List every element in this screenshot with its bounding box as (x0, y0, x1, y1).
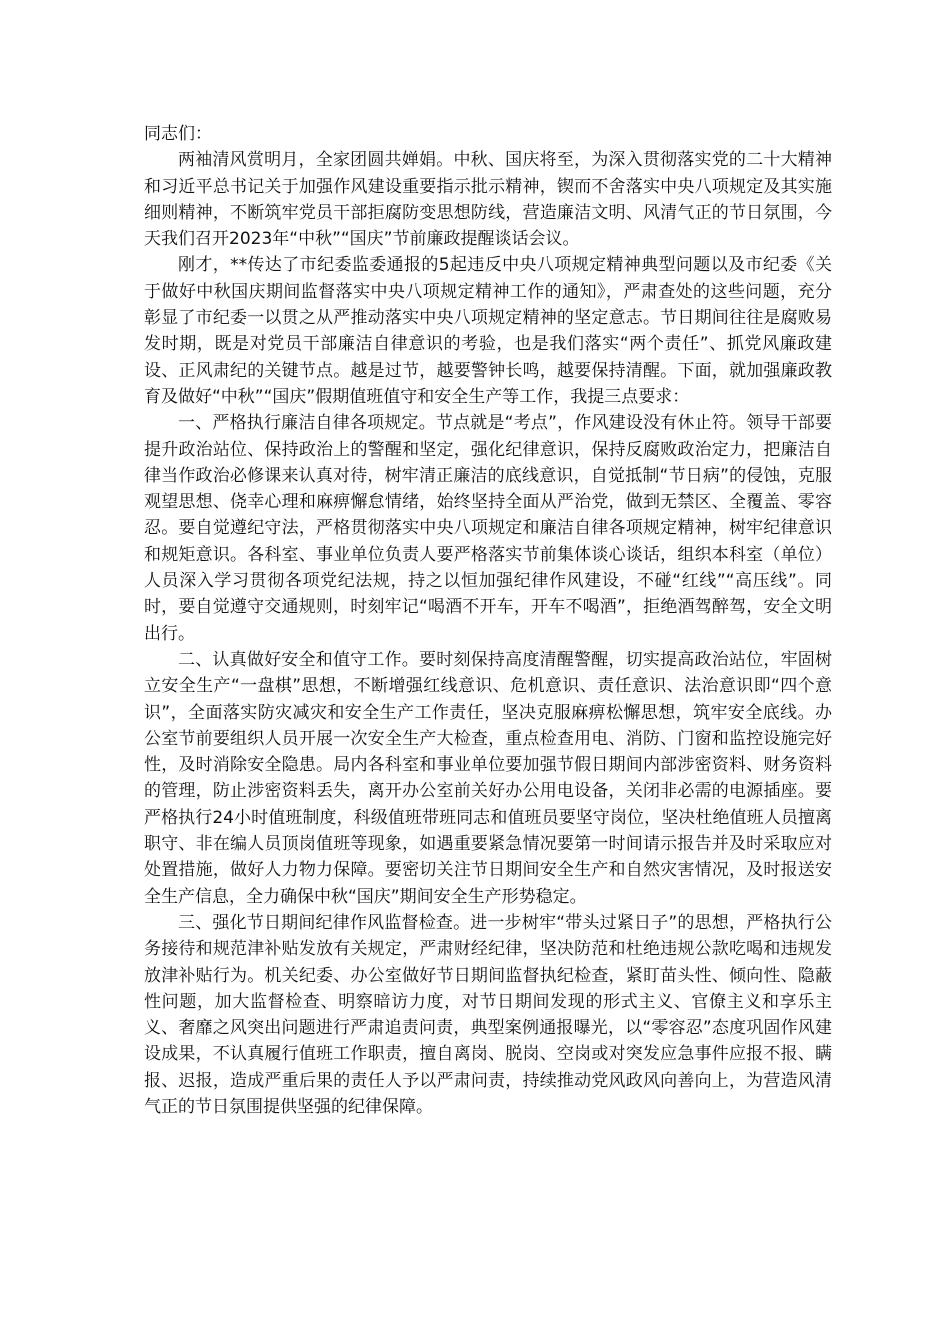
paragraph-requirement-3: 三、强化节日期间纪律作风监督检查。进一步树牢“带头过紧日子”的思想，严格执行公务接待和规范津补贴发放有关规定，严肃财经纪律，坚决防范和杜绝违规公款吃喝和违规发放津补贴行为。机关纪委、办公室做好节日期间监督执纪检查，紧盯苗头性、倾向性、隐蔽性问题，加大监督检查、明察暗访力度，对节日期间发现的形式主义、官僚主义和享乐主义、奢靡之风突出问题进行严肃追责问责，典型案例通报曝光，以“零容忍”态度巩固作风建设成果，不认真履行值班工作职责，擅自离岗、脱岗、空岗或对突发应急事件应报不报、瞒报、迟报，造成严重后果的责任人予以严肃问责，持续推动党风政风向善向上，为营造风清气正的节日氛围提供坚强的纪律保障。 (144, 912, 832, 1117)
paragraph-requirement-1: 一、严格执行廉洁自律各项规定。节点就是“考点”，作风建设没有休止符。领导干部要提升政治站位、保持政治上的警醒和坚定，强化纪律意识，保持反腐败政治定力，把廉洁自律当作政治必修课来认真对待，树牢清正廉洁的底线意识，自觉抵制“节日病”的侵蚀，克服观望思想、侥幸心理和麻痹懈怠情绪，始终坚持全面从严治党，做到无禁区、全覆盖、零容忍。要自觉遵纪守法，严格贯彻落实中央八项规定和廉洁自律各项规定精神，树牢纪律意识和规矩意识。各科室、事业单位负责人要严格落实节前集体谈心谈话，组织本科室（单位）人员深入学习贯彻各项党纪法规，持之以恒加强纪律作风建设，不碰“红线”“高压线”。同时，要自觉遵守交通规则，时刻牢记“喝酒不开车，开车不喝酒”，拒绝酒驾醉驾，安全文明出行。 (144, 413, 832, 644)
document-page (144, 121, 832, 1120)
salutation: 同志们： (144, 124, 212, 144)
paragraph-background: 刚才，**传达了市纪委监委通报的5起违反中央八项规定精神典型问题以及市纪委《关于做好中秋国庆期间监督落实中央八项规定精神工作的通知》，严肃查处的这些问题，充分彰显了市纪委一以贯之从严推动落实中央八项规定精神的坚定意志。节日期间往往是腐败易发时期，既是对党员干部廉洁自律意识的考验，也是我们落实“两个责任”、抓党风廉政建设、正风肃纪的关键节点。越是过节，越要警钟长鸣，越要保持清醒。下面，就加强廉政教育及做好“中秋”“国庆”假期值班值守和安全生产等工作，我提三点要求： (144, 255, 832, 407)
paragraph-opening: 两袖清风赏明月，全家团圆共婵娟。中秋、国庆将至，为深入贯彻落实党的二十大精神和习近平总书记关于加强作风建设重要指示批示精神，锲而不舍落实中央八项规定及其实施细则精神，不断筑牢党员干部拒腐防变思想防线，营造廉洁文明、风清气正的节日氛围，今天我们召开2023年“中秋”“国庆”节前廉政提醒谈话会议。 (144, 150, 832, 250)
paragraph-requirement-2: 二、认真做好安全和值守工作。要时刻保持高度清醒警醒，切实提高政治站位，牢固树立安全生产“一盘棋”思想，不断增强红线意识、危机意识、责任意识、法治意识即“四个意识”，全面落实防灾减灾和安全生产工作责任，坚决克服麻痹松懈思想，筑牢安全底线。办公室节前要组织人员开展一次安全生产大检查，重点检查用电、消防、门窗和监控设施完好性，及时消除安全隐患。局内各科室和事业单位要加强节假日期间内部涉密资料、财务资料的管理，防止涉密资料丢失，离开办公室前关好办公用电设备，关闭非必需的电源插座。要严格执行24小时值班制度，科级值班带班同志和值班员要坚守岗位，坚决杜绝值班人员擅离职守、非在编人员顶岗值班等现象，如遇重要紧急情况要第一时间请示报告并及时采取应对处置措施，做好人力物力保障。要密切关注节日期间安全生产和自然灾害情况，及时报送安全生产信息，全力确保中秋“国庆”期间安全生产形势稳定。 (144, 649, 832, 907)
